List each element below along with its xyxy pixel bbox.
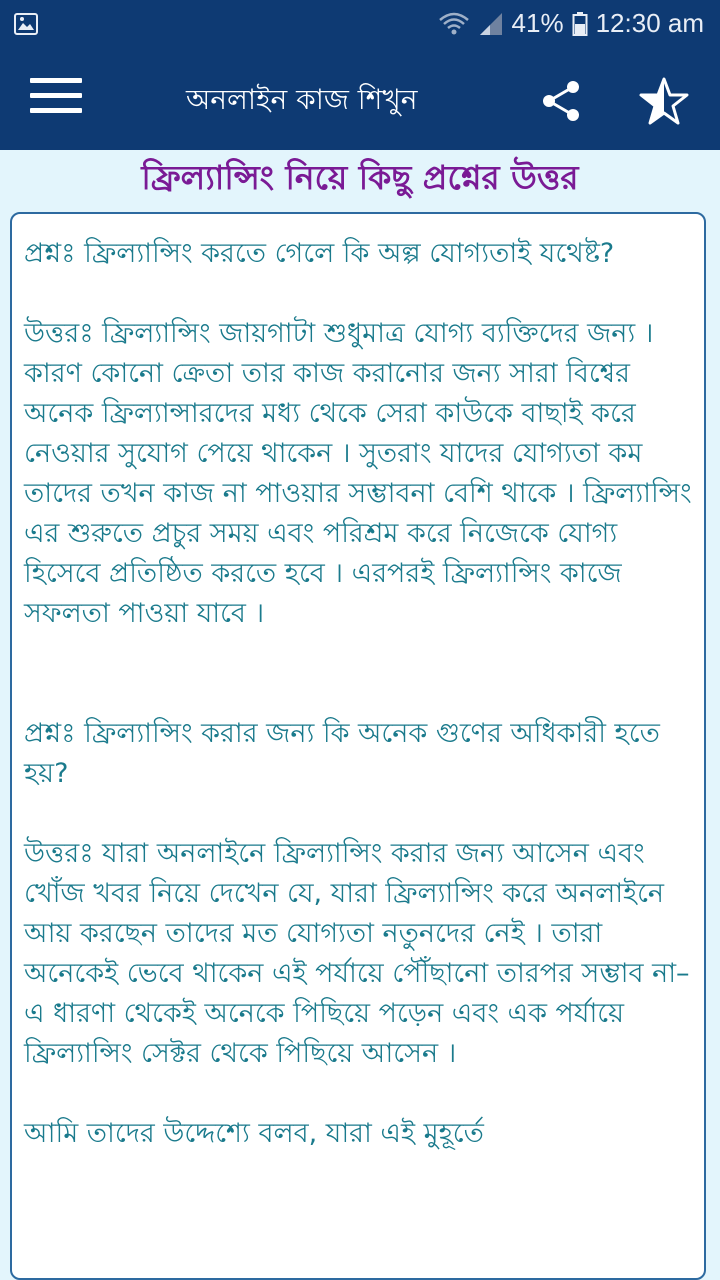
wifi-icon xyxy=(438,11,470,37)
answer-1: উত্তরঃ ফ্রিল্যান্সিং জায়গাটা শুধুমাত্র যোগ্য ব্যক্তিদের জন্য । কারণ কোনো ক্রেতা তার কাজ করানোর জন্য সারা বিশ্বের অনেক ফ্রিল্যান্সারদের মধ্য থেকে সেরা কাউকে বাছাই করে নেওয়ার সুযোগ পেয়ে থাকেন । সুতরাং যাদের যোগ্যতা কম তাদের তখন কাজ না পাওয়ার সম্ভাবনা বেশি থাকে । ফ্রিল্যান্সিং এর শুরুতে প্রচুর সময় এবং পরিশ্রম করে নিজেকে যোগ্য হিসেবে প্রতিষ্ঠিত করতে হবে । এরপরই ফ্রিল্যান্সিং কাজে সফলতা পাওয়া যাবে । xyxy=(24,318,692,629)
question-2: প্রশ্নঃ ফ্রিল্যান্সিং করার জন্য কি অনেক গুণের অধিকারী হতে হয়? xyxy=(24,718,660,789)
battery-percent: 41% xyxy=(511,8,564,38)
answer-2: উত্তরঃ যারা অনলাইনে ফ্রিল্যান্সিং করার জন্য আসেন এবং খোঁজ খবর নিয়ে দেখেন যে, যারা ফ্রিল্যান্সিং করে অনলাইনে আয় করছেন তাদের মত যোগ্যতা নতুনদের নেই । তারা অনেকেই ভেবে থাকেন এই পর্যায়ে পৌঁছানো তারপর সম্ভাব না– এ ধারণা থেকেই অনেকে পিছিয়ে পড়েন এবং এক পর্যায়ে ফ্রিল্যান্সিং সেক্টর থেকে পিছিয়ে আসেন । xyxy=(24,838,690,1069)
app-bar xyxy=(0,50,720,150)
status-time: 12:30 am xyxy=(595,8,704,38)
status-bar xyxy=(0,0,720,50)
star-half-icon[interactable] xyxy=(638,76,690,126)
app-title: অনলাইন কাজ শিখুন xyxy=(186,83,418,116)
paragraph-3: আমি তাদের উদ্দেশ্যে বলব, যারা এই মুহূর্তে xyxy=(24,1118,484,1149)
battery-icon xyxy=(572,11,588,37)
image-notification-icon xyxy=(14,13,38,35)
hamburger-menu-icon[interactable] xyxy=(30,78,82,122)
share-icon[interactable] xyxy=(538,78,584,124)
page-heading: ফ্রিল্যান্সিং নিয়ে কিছু প্রশ্নের উত্তর xyxy=(141,158,579,197)
content-box[interactable] xyxy=(10,212,706,1280)
signal-icon xyxy=(478,11,504,37)
article-text xyxy=(12,214,704,1154)
question-1: প্রশ্নঃ ফ্রিল্যান্সিং করতে গেলে কি অল্প যোগ্যতাই যথেষ্ট? xyxy=(24,238,615,269)
